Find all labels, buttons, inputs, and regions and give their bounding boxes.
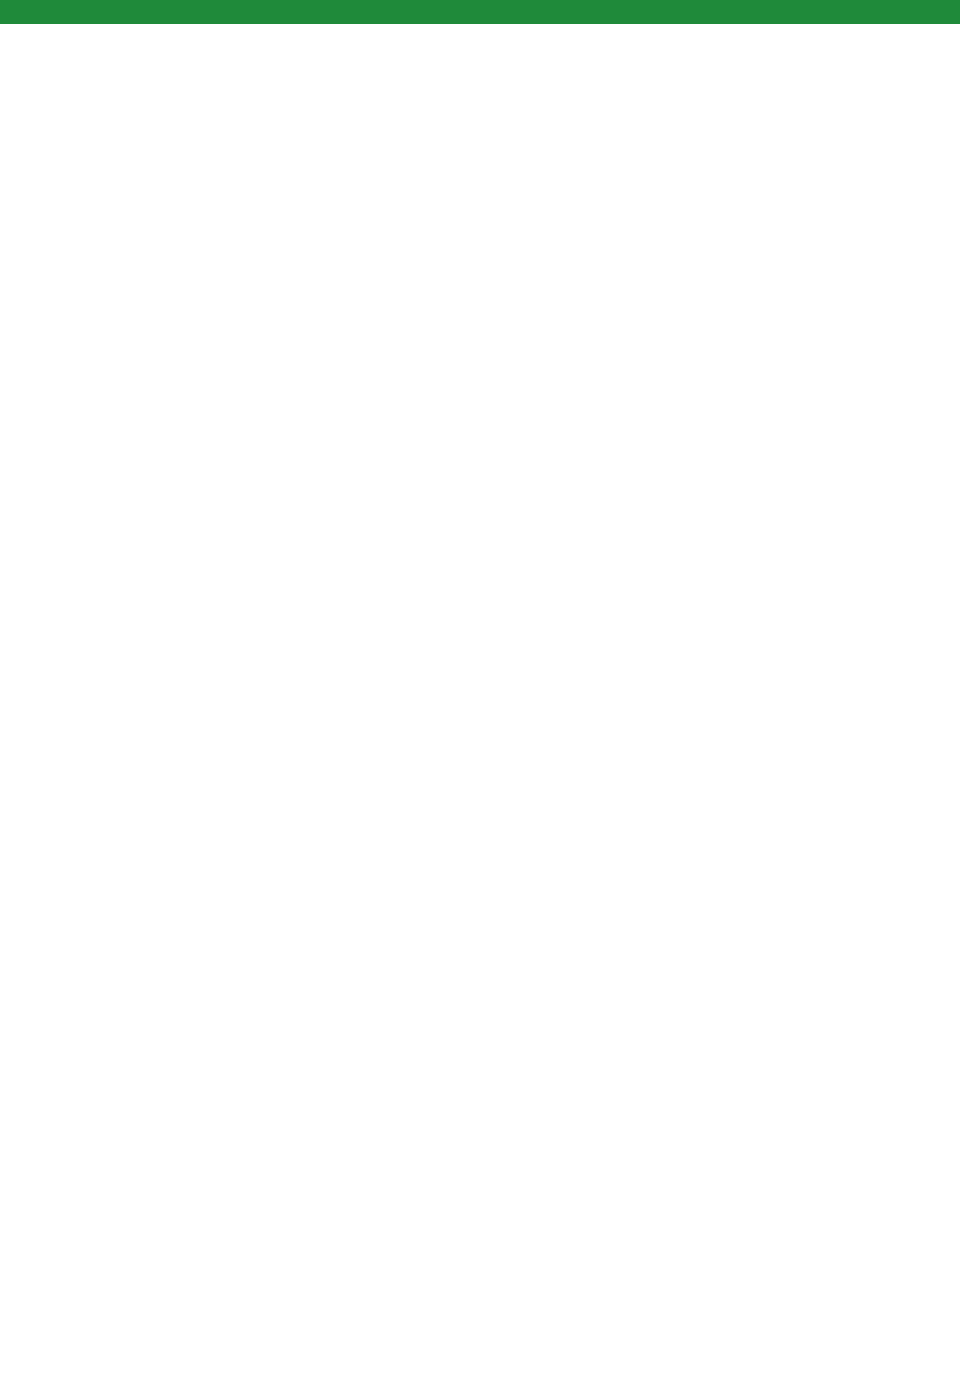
document-body bbox=[6, 40, 956, 84]
page-header bbox=[0, 0, 960, 24]
